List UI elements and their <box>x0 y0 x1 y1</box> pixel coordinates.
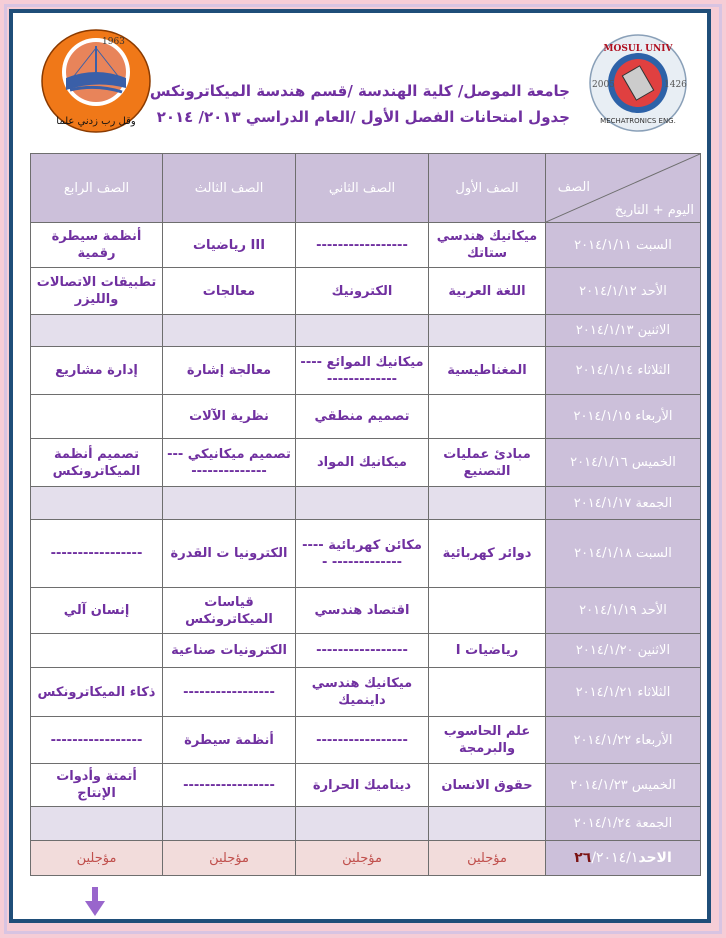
table-row <box>31 268 701 315</box>
empty-cell <box>31 487 163 520</box>
subject-cell: معالجات <box>163 268 296 315</box>
subject-cell: اللغة العربية <box>429 268 546 315</box>
subject-cell: قياسات الميكاترونكس <box>163 588 296 634</box>
subject-cell: تصميم أنظمة الميكاترونكس <box>31 439 163 487</box>
date-cell <box>546 841 701 876</box>
subject-cell <box>429 668 546 717</box>
date-cell: الخميس ٢٠١٤/١/٢٣ <box>546 764 701 807</box>
subject-cell: ميكانيك هندسي داينميك <box>296 668 429 717</box>
subject-cell: معالجة إشارة <box>163 347 296 395</box>
empty-cell <box>163 807 296 841</box>
date-cell: الخميس ٢٠١٤/١/١٦ <box>546 439 701 487</box>
subject-cell: تصميم ميكانيكي ----------------- <box>163 439 296 487</box>
subject-cell: الكترونيات صناعية <box>163 634 296 668</box>
col-header-first-year: الصف الأول <box>429 154 546 223</box>
down-arrow-icon <box>84 887 106 917</box>
svg-text:MECHATRONICS ENG.: MECHATRONICS ENG. <box>600 117 676 125</box>
col-header-third-year: الصف الثالث <box>163 154 296 223</box>
table-row <box>31 347 701 395</box>
date-cell: الاثنين ٢٠١٤/١/٢٠ <box>546 634 701 668</box>
date-cell: السبت ٢٠١٤/١/١٨ <box>546 520 701 588</box>
subject-cell: ----------------- <box>296 717 429 764</box>
subject-cell: ----------------- <box>163 764 296 807</box>
empty-cell <box>296 315 429 347</box>
subject-cell: رياضيات I <box>429 634 546 668</box>
table-row <box>31 520 701 588</box>
date-cell: الأربعاء ٢٠١٤/١/١٥ <box>546 395 701 439</box>
date-cell: الجمعة ٢٠١٤/١/٢٤ <box>546 807 701 841</box>
table-row-holiday <box>31 807 701 841</box>
col-header-second-year: الصف الثاني <box>296 154 429 223</box>
exam-schedule-table <box>30 153 701 876</box>
subject-cell: ----------------- <box>296 223 429 268</box>
subject-cell: إنسان آلي <box>31 588 163 634</box>
subject-cell <box>31 395 163 439</box>
svg-text:2005: 2005 <box>592 80 615 90</box>
subject-cell: حقوق الانسان <box>429 764 546 807</box>
empty-cell <box>296 487 429 520</box>
table-row <box>31 439 701 487</box>
subject-cell: ذكاء الميكاترونكس <box>31 668 163 717</box>
corner-label-day-date: اليوم + التاريخ <box>614 203 694 218</box>
empty-cell <box>163 487 296 520</box>
subject-cell <box>429 395 546 439</box>
date-cell: الأربعاء ٢٠١٤/١/٢٢ <box>546 717 701 764</box>
table-row <box>31 634 701 668</box>
subject-cell: ميكانيك الموائع ----------------- <box>296 347 429 395</box>
corner-label-class: الصف <box>557 180 590 195</box>
subject-cell: تصميم منطقي <box>296 395 429 439</box>
subject-cell: III رياضيات <box>163 223 296 268</box>
subject-cell: ----------------- <box>296 634 429 668</box>
date-highlight: ٢٦ <box>574 850 592 866</box>
date-day: الاحد <box>638 850 672 866</box>
subject-cell: ----------------- <box>31 520 163 588</box>
postponed-cell: مؤجلين <box>163 841 296 876</box>
date-cell: الثلاثاء ٢٠١٤/١/١٤ <box>546 347 701 395</box>
subject-cell <box>31 634 163 668</box>
date-cell: الجمعة ٢٠١٤/١/١٧ <box>546 487 701 520</box>
subject-cell: ميكانيك المواد <box>296 439 429 487</box>
subject-cell <box>429 588 546 634</box>
subject-cell: اقتصاد هندسي <box>296 588 429 634</box>
title-exam-schedule: جدول امتحانات الفصل الأول /العام الدراسي ٢٠١٣/ ٢٠١٤ <box>156 108 570 126</box>
date-cell: الأحد ٢٠١٤/١/١٩ <box>546 588 701 634</box>
svg-text:1963: 1963 <box>102 37 125 47</box>
empty-cell <box>429 807 546 841</box>
date-cell: الأحد ٢٠١٤/١/١٢ <box>546 268 701 315</box>
table-row <box>31 764 701 807</box>
svg-text:وقل رب زدني علما: وقل رب زدني علما <box>56 116 136 127</box>
subject-cell: ديناميك الحرارة <box>296 764 429 807</box>
col-header-fourth-year: الصف الرابع <box>31 154 163 223</box>
corner-header-cell <box>546 154 701 223</box>
table-row <box>31 223 701 268</box>
empty-cell <box>296 807 429 841</box>
postponed-cell: مؤجلين <box>31 841 163 876</box>
subject-cell: نظرية الآلات <box>163 395 296 439</box>
svg-text:1426: 1426 <box>664 80 687 90</box>
subject-cell: ----------------- <box>163 668 296 717</box>
empty-cell <box>163 315 296 347</box>
table-row <box>31 717 701 764</box>
subject-cell: أنظمة سيطرة <box>163 717 296 764</box>
subject-cell: الكترونيا ت القدرة <box>163 520 296 588</box>
empty-cell <box>31 807 163 841</box>
subject-cell: مبادئ عمليات التصنيع <box>429 439 546 487</box>
date-cell: الاثنين ٢٠١٤/١/١٣ <box>546 315 701 347</box>
table-row <box>31 395 701 439</box>
document-title <box>149 78 570 130</box>
subject-cell: أنظمة سيطرة رقمية <box>31 223 163 268</box>
subject-cell: ----------------- <box>31 717 163 764</box>
subject-cell: المغناطيسية <box>429 347 546 395</box>
table-row-holiday <box>31 315 701 347</box>
mechatronics-dept-logo <box>588 33 688 133</box>
postponed-cell: مؤجلين <box>296 841 429 876</box>
table-row-holiday <box>31 487 701 520</box>
date-rest: /٢٠١٤/١ <box>591 850 639 866</box>
subject-cell: علم الحاسوب والبرمجة <box>429 717 546 764</box>
subject-cell: مكائن كهربائية ----------------- - <box>296 520 429 588</box>
svg-text:MOSUL UNIV: MOSUL UNIV <box>603 44 673 54</box>
empty-cell <box>31 315 163 347</box>
empty-cell <box>429 487 546 520</box>
empty-cell <box>429 315 546 347</box>
college-of-engineering-logo <box>40 28 152 134</box>
subject-cell: تطبيقات الاتصالات والليزر <box>31 268 163 315</box>
table-row-postponed <box>31 841 701 876</box>
subject-cell: دوائر كهربائية <box>429 520 546 588</box>
postponed-cell: مؤجلين <box>429 841 546 876</box>
subject-cell: إدارة مشاريع <box>31 347 163 395</box>
subject-cell: الكترونيك <box>296 268 429 315</box>
table-row <box>31 588 701 634</box>
table-row <box>31 668 701 717</box>
subject-cell: أتمتة وأدوات الإنتاج <box>31 764 163 807</box>
title-university-dept: جامعة الموصل/ كلية الهندسة /قسم هندسة الميكاترونكس <box>149 82 570 100</box>
subject-cell: ميكانيك هندسي ستاتك <box>429 223 546 268</box>
table-header-row <box>31 154 701 223</box>
date-cell: الثلاثاء ٢٠١٤/١/٢١ <box>546 668 701 717</box>
date-cell: السبت ٢٠١٤/١/١١ <box>546 223 701 268</box>
